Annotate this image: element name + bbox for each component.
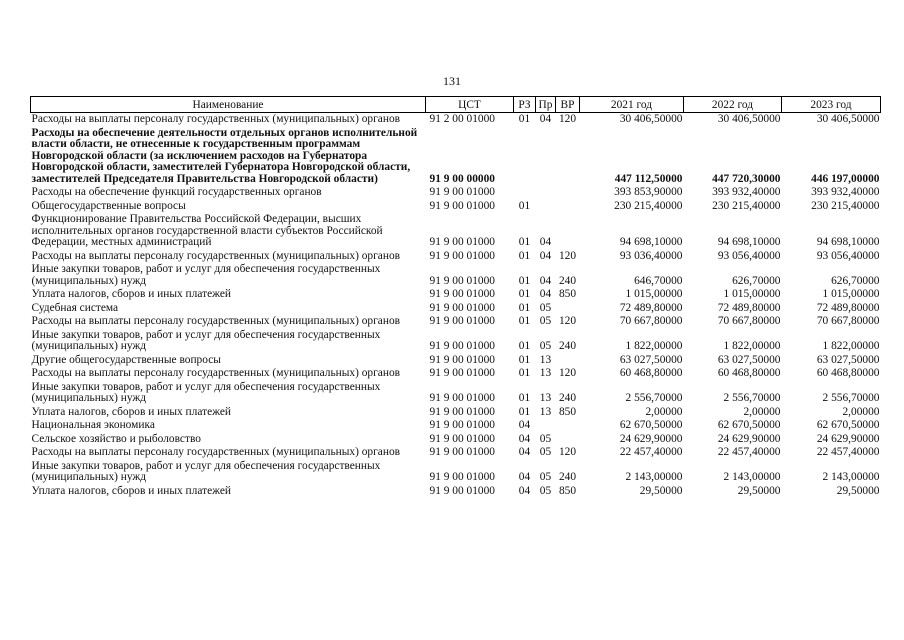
cell-vr: 850 (558, 484, 577, 497)
cell-vr (556, 200, 580, 214)
cell-cst: 91 9 00 00000 (429, 172, 495, 185)
cell-pr: 13 (539, 367, 552, 379)
cell-pr: 05 (539, 340, 552, 352)
cell-cst: 91 9 00 01000 (429, 446, 495, 458)
table-row (31, 127, 881, 187)
cell-2021: 72 489,80000 (619, 301, 683, 314)
cell-2023: 22 457,40000 (816, 446, 880, 458)
cell-rz: 01 (518, 340, 531, 352)
cell-name: Иные закупки товаров, работ и услуг для обеспечения государственных (муниципальных) нужд (31, 263, 381, 287)
cell-vr: 240 (558, 274, 577, 287)
cell-cst: 91 9 00 01000 (429, 484, 495, 497)
cell-2021: 1 015,00000 (625, 288, 683, 300)
cell-cst: 91 2 00 01000 (429, 113, 495, 125)
cell-name: Национальная экономика (31, 419, 155, 431)
cell-vr (556, 302, 580, 316)
cell-2023: 626,70000 (831, 274, 880, 287)
table-row (31, 263, 881, 288)
cell-2021: 29,50000 (639, 484, 683, 497)
cell-2022: 70 667,80000 (717, 315, 781, 327)
header-cst: ЦСТ (426, 97, 514, 113)
cell-rz (514, 186, 536, 200)
cell-2021: 646,70000 (634, 274, 683, 287)
cell-pr: 05 (539, 484, 552, 497)
cell-name: Расходы на обеспечение функций государственных органов (31, 186, 322, 198)
cell-2023: 30 406,50000 (816, 113, 880, 125)
cell-cst: 91 9 00 01000 (429, 199, 495, 212)
cell-pr: 04 (539, 113, 552, 125)
cell-cst: 91 9 00 01000 (429, 367, 495, 379)
cell-cst: 91 9 00 01000 (429, 392, 495, 404)
cell-2022: 2 143,00000 (723, 471, 781, 483)
cell-rz: 01 (518, 353, 531, 366)
cell-2023: 1 822,00000 (822, 340, 880, 352)
cell-name: Уплата налогов, сборов и иных платежей (31, 288, 231, 300)
cell-2023: 1 015,00000 (822, 288, 880, 300)
cell-pr: 13 (539, 405, 552, 418)
cell-vr: 120 (558, 367, 577, 379)
cell-pr: 13 (539, 392, 552, 404)
cell-2023: 2,00000 (842, 405, 880, 418)
table-row (31, 367, 881, 381)
cell-2023: 94 698,10000 (816, 236, 880, 248)
cell-2023: 93 056,40000 (816, 249, 880, 262)
table-row (31, 406, 881, 420)
cell-pr: 05 (539, 301, 552, 314)
cell-pr (536, 186, 556, 200)
cell-2023: 24 629,90000 (816, 432, 880, 445)
cell-2023: 60 468,80000 (816, 367, 880, 379)
cell-rz: 01 (518, 405, 531, 418)
cell-cst: 91 9 00 01000 (429, 405, 495, 418)
cell-2021: 62 670,50000 (619, 419, 683, 431)
header-row (31, 97, 881, 113)
cell-2022: 1 015,00000 (723, 288, 781, 300)
cell-name: Расходы на выплаты персоналу государственных (муниципальных) органов (31, 315, 401, 327)
cell-2021: 30 406,50000 (619, 113, 683, 125)
cell-cst: 91 9 00 01000 (429, 301, 495, 314)
cell-2022: 29,50000 (737, 484, 781, 497)
cell-2021: 230 215,40000 (614, 199, 683, 212)
cell-2022: 24 629,90000 (717, 432, 781, 445)
table-row (31, 381, 881, 406)
cell-2021: 447 112,50000 (614, 172, 683, 185)
cell-2022: 230 215,40000 (712, 199, 781, 212)
cell-rz: 01 (518, 236, 531, 248)
cell-rz: 01 (518, 199, 531, 212)
header-2021: 2021 год (580, 97, 684, 113)
cell-2022: 1 822,00000 (723, 340, 781, 352)
cell-pr: 04 (539, 236, 552, 248)
cell-rz: 01 (518, 288, 531, 300)
cell-rz: 01 (518, 367, 531, 379)
cell-2022: 626,70000 (732, 274, 781, 287)
cell-vr (556, 433, 580, 447)
table-row (31, 329, 881, 354)
cell-2023: 70 667,80000 (816, 315, 880, 327)
cell-2021: 22 457,40000 (619, 446, 683, 458)
header-2022: 2022 год (684, 97, 782, 113)
cell-2022: 2 556,70000 (723, 392, 781, 404)
cell-2021: 393 853,90000 (614, 186, 683, 198)
table-row (31, 113, 881, 127)
cell-2021: 60 468,80000 (619, 367, 683, 379)
cell-vr: 240 (558, 392, 577, 404)
cell-vr (556, 419, 580, 433)
cell-rz: 01 (518, 392, 531, 404)
cell-cst: 91 9 00 01000 (429, 353, 495, 366)
cell-vr (556, 127, 580, 187)
cell-cst: 91 9 00 01000 (429, 288, 495, 300)
cell-rz: 04 (518, 419, 531, 431)
cell-rz (514, 127, 536, 187)
cell-pr: 05 (539, 315, 552, 327)
cell-rz: 04 (518, 471, 531, 483)
cell-2022: 94 698,10000 (717, 236, 781, 248)
table-row (31, 186, 881, 200)
cell-pr (536, 127, 556, 187)
table-row (31, 433, 881, 447)
cell-2021: 70 667,80000 (619, 315, 683, 327)
cell-rz: 01 (518, 315, 531, 327)
cell-cst: 91 9 00 01000 (429, 249, 495, 262)
table-row (31, 460, 881, 485)
cell-vr: 120 (558, 446, 577, 458)
cell-2021: 94 698,10000 (619, 236, 683, 248)
cell-2022: 2,00000 (743, 405, 781, 418)
cell-2021: 2,00000 (645, 405, 683, 418)
cell-pr: 05 (539, 446, 552, 458)
cell-cst: 91 9 00 01000 (429, 274, 495, 287)
cell-2021: 2 556,70000 (625, 392, 683, 404)
budget-table (30, 96, 881, 498)
cell-2023: 72 489,80000 (816, 301, 880, 314)
cell-vr (556, 213, 580, 250)
cell-name: Функционирование Правительства Российской Федерации, высших исполнительных органов государственной власти субъектов Российской Федерации, местных администраций (31, 213, 383, 248)
cell-2021: 93 036,40000 (619, 249, 683, 262)
cell-2021: 1 822,00000 (625, 340, 683, 352)
cell-2022: 30 406,50000 (717, 113, 781, 125)
table-body (31, 113, 881, 499)
cell-2022: 393 932,40000 (712, 186, 781, 198)
cell-2022: 63 027,50000 (717, 353, 781, 366)
cell-2023: 2 556,70000 (822, 392, 880, 404)
cell-rz: 04 (518, 446, 531, 458)
cell-vr: 120 (558, 249, 577, 262)
cell-rz: 01 (518, 301, 531, 314)
cell-cst: 91 9 00 01000 (429, 236, 495, 248)
cell-name: Расходы на выплаты персоналу государственных (муниципальных) органов (31, 367, 401, 379)
header-rz: РЗ (514, 97, 536, 113)
cell-2023: 62 670,50000 (816, 419, 880, 431)
table-row (31, 288, 881, 302)
cell-rz: 01 (518, 113, 531, 125)
cell-cst: 91 9 00 01000 (429, 432, 495, 445)
cell-vr: 240 (558, 340, 577, 352)
cell-vr: 850 (558, 405, 577, 418)
cell-cst: 91 9 00 01000 (429, 419, 495, 431)
cell-pr: 04 (539, 249, 552, 262)
cell-2022: 22 457,40000 (717, 446, 781, 458)
cell-name: Расходы на выплаты персоналу государственных (муниципальных) органов (31, 446, 401, 458)
table-row (31, 250, 881, 264)
cell-rz: 01 (518, 274, 531, 287)
cell-2023: 230 215,40000 (811, 199, 880, 212)
header-2023: 2023 год (782, 97, 881, 113)
cell-name: Общегосударственные вопросы (31, 199, 186, 212)
cell-vr: 240 (558, 471, 577, 483)
cell-2022: 72 489,80000 (717, 301, 781, 314)
cell-vr (556, 186, 580, 200)
cell-pr (536, 419, 556, 433)
table-row (31, 485, 881, 499)
cell-name: Иные закупки товаров, работ и услуг для обеспечения государственных (муниципальных) нужд (31, 328, 381, 352)
cell-name: Расходы на обеспечение деятельности отдельных органов исполнительной власти области, не отнесенные к государственным программам Новгородской области (за исключением расходов на Губернатора Новгородской области, заместителей Губернатора Новгородской области, заместителей Председателя Правительства Новгородской области) (31, 126, 418, 185)
cell-name: Расходы на выплаты персоналу государственных (муниципальных) органов (31, 249, 401, 262)
cell-2023: 2 143,00000 (822, 471, 880, 483)
cell-pr: 05 (539, 471, 552, 483)
cell-2023: 393 932,40000 (811, 186, 880, 198)
cell-name: Судебная система (31, 301, 119, 314)
cell-2023: 29,50000 (836, 484, 880, 497)
cell-2022: 60 468,80000 (717, 367, 781, 379)
cell-name: Уплата налогов, сборов и иных платежей (31, 405, 231, 418)
cell-rz: 01 (518, 249, 531, 262)
cell-2023: 446 197,00000 (811, 172, 880, 185)
cell-2022: 93 056,40000 (717, 249, 781, 262)
cell-2021: 63 027,50000 (619, 353, 683, 366)
cell-name: Иные закупки товаров, работ и услуг для обеспечения государственных (муниципальных) нужд (31, 459, 381, 483)
cell-pr: 04 (539, 288, 552, 300)
cell-cst: 91 9 00 01000 (429, 471, 495, 483)
cell-2022: 447 720,30000 (712, 172, 781, 185)
cell-pr: 05 (539, 432, 552, 445)
cell-vr (556, 354, 580, 368)
cell-name: Сельское хозяйство и рыболовство (31, 432, 201, 445)
cell-name: Иные закупки товаров, работ и услуг для обеспечения государственных (муниципальных) нужд (31, 380, 381, 404)
cell-rz: 04 (518, 484, 531, 497)
cell-rz: 04 (518, 432, 531, 445)
cell-cst: 91 9 00 01000 (429, 340, 495, 352)
cell-cst: 91 9 00 01000 (429, 315, 495, 327)
table-row (31, 200, 881, 214)
cell-name: Расходы на выплаты персоналу государственных (муниципальных) органов (31, 113, 401, 125)
cell-vr: 120 (558, 113, 577, 125)
cell-2022: 62 670,50000 (717, 419, 781, 431)
cell-pr (536, 200, 556, 214)
header-pr: Пр (536, 97, 556, 113)
table-row (31, 446, 881, 460)
cell-vr: 850 (558, 288, 577, 300)
cell-cst: 91 9 00 01000 (429, 186, 495, 198)
cell-pr: 13 (539, 353, 552, 366)
cell-vr: 120 (558, 315, 577, 327)
table-row (31, 213, 881, 250)
table-row (31, 354, 881, 368)
header-name: Наименование (31, 97, 426, 113)
cell-2023: 63 027,50000 (816, 353, 880, 366)
page-number: 131 (443, 74, 461, 88)
table-row (31, 315, 881, 329)
cell-pr: 04 (539, 274, 552, 287)
header-vr: ВР (556, 97, 580, 113)
cell-name: Другие общегосударственные вопросы (31, 353, 221, 366)
table-row (31, 419, 881, 433)
table-row (31, 302, 881, 316)
cell-name: Уплата налогов, сборов и иных платежей (31, 484, 231, 497)
cell-2021: 2 143,00000 (625, 471, 683, 483)
cell-2021: 24 629,90000 (619, 432, 683, 445)
